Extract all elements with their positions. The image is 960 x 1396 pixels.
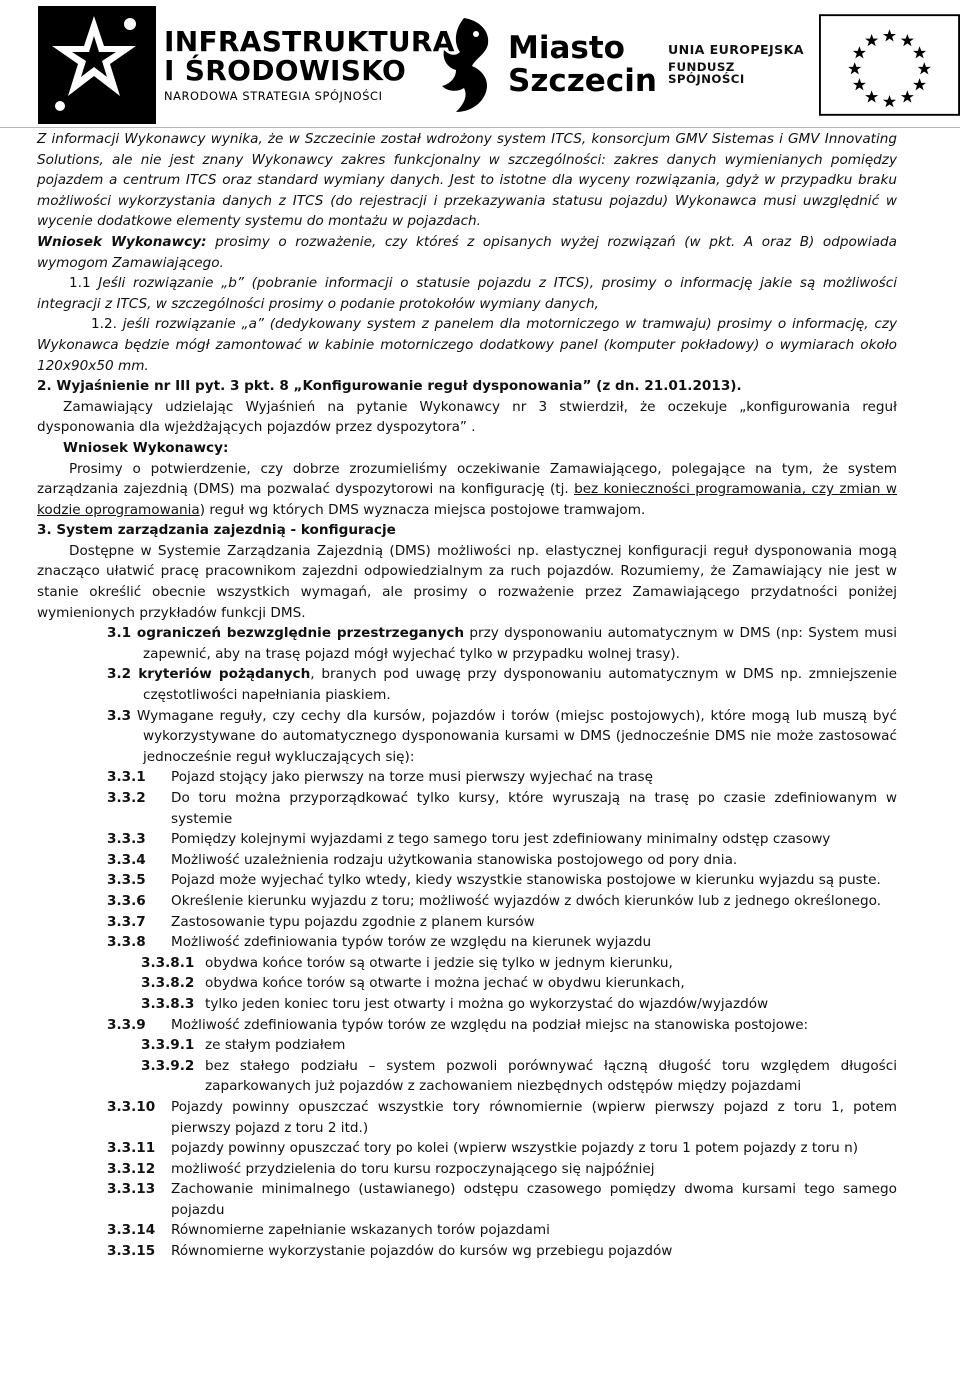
item-num: 3.3.15 xyxy=(107,1243,156,1260)
item-num: 3.3.9 xyxy=(107,1016,146,1033)
item-num: 3.3.4 xyxy=(107,851,146,868)
item-text: bez stałego podziału – system pozwoli porównywać łączną długość toru względem długości zaparkowanych już pojazdów z zachowaniem niezbędnych odstępów między pojazdami xyxy=(205,1057,897,1095)
wniosek-label-2: Wniosek Wykonawcy: xyxy=(63,439,229,456)
item-num: 3.3.8.3 xyxy=(141,995,195,1012)
logo-infra-line1: INFRASTRUKTURA xyxy=(164,24,455,58)
item-text: Pojazd może wyjechać tylko wtedy, kiedy wszystkie stanowiska postojowe w kierunku wyjazdu są puste. xyxy=(171,872,881,889)
wniosek-label-1: Wniosek Wykonawcy: xyxy=(37,233,207,250)
text-1-1: Jeśli rozwiązanie „b” (pobranie informacji o statusie pojazdu z ITCS), prosimy o informację jakie są możliwości integracji z ITCS, w szczególności prosimy o podanie protokołów wymiany danych, xyxy=(37,275,897,312)
item-3-2 xyxy=(73,664,897,705)
prosimy-text-a: Prosimy o potwierdzenie, czy dobrze zrozumieliśmy oczekiwanie Zamawiającego, polegające na tym, że system zarządzania zajezdnią (DMS) ma pozwalać dyspozytorowi na konfigurację (tj. xyxy=(37,460,897,498)
num-1-2: 1.2. xyxy=(91,316,117,333)
logo-miasto-szczecin xyxy=(434,10,657,120)
list-item xyxy=(107,1159,897,1180)
paragraph-1-1 xyxy=(37,273,897,314)
item-text: Pomiędzy kolejnymi wyjazdami z tego samego toru jest zdefiniowany minimalny odstęp czasowy xyxy=(171,831,831,848)
list-item xyxy=(107,767,897,788)
item-text: Równomierne wykorzystanie pojazdów do kursów wg przebiegu pojazdów xyxy=(171,1243,673,1260)
griffin-emblem-icon xyxy=(434,14,496,116)
item-num: 3.3.11 xyxy=(107,1140,156,1157)
list-item xyxy=(107,1015,897,1036)
item-num: 3.3.9.1 xyxy=(141,1037,195,1054)
document-body xyxy=(37,129,897,1262)
bold-3-1: ograniczeń bezwzględnie przestrzeganych xyxy=(131,625,464,642)
item-text: Zachowanie minimalnego (ustawianego) odstępu czasowego pomiędzy dwoma kursami tego samego pojazdu xyxy=(171,1181,897,1218)
list-item xyxy=(107,788,897,829)
item-num: 3.3.10 xyxy=(107,1098,156,1115)
text-1-2: jeśli rozwiązanie „a” (dedykowany system z panelem dla motorniczego w tramwaju) prosimy o informację, czy Wykonawca będzie mógł zamontować w kabinie motorniczego dodatkowy panel (komputer pokładowy) o wymiarach około 120x90x50 mm. xyxy=(37,316,897,374)
prosimy-text-b: ) reguł wg których DMS wyznacza miejsca postojowe tramwajom. xyxy=(199,501,646,518)
list-item xyxy=(107,912,897,933)
num-3-2: 3.2 xyxy=(107,666,132,683)
item-num: 3.3.9.2 xyxy=(141,1057,195,1074)
item-text: Możliwość zdefiniowania typów torów ze względu na podział miejsc na stanowiska postojowe: xyxy=(171,1016,809,1033)
num-1-1: 1.1 xyxy=(69,275,91,292)
item-num: 3.3.5 xyxy=(107,872,146,889)
list-item xyxy=(141,1035,897,1056)
item-text: ze stałym podziałem xyxy=(205,1037,346,1054)
logo-ue-line2: FUNDUSZ SPÓJNOŚCI xyxy=(668,60,745,86)
list-3-3-items xyxy=(37,767,897,1261)
item-num: 3.3.1 xyxy=(107,769,146,786)
item-3-3 xyxy=(73,706,897,768)
item-text: Do toru można przyporządkować tylko kursy, które wyruszają na trasę po czasie zdefiniowanym w systemie xyxy=(171,790,897,827)
paragraph-1-2 xyxy=(37,314,897,376)
num-3-3: 3.3 xyxy=(107,707,132,724)
paragraph-prosimy xyxy=(37,459,897,521)
list-item xyxy=(107,932,897,953)
paragraph-wniosek-1 xyxy=(37,232,897,273)
item-num: 3.3.2 xyxy=(107,790,146,806)
logo-infra-line2: I ŚRODOWISKO xyxy=(164,53,407,87)
list-item xyxy=(107,1241,897,1262)
logo-ue-line1: UNIA EUROPEJSKA xyxy=(668,42,804,58)
list-item xyxy=(107,850,897,871)
page-header xyxy=(0,0,960,128)
paragraph-dostepne: Dostępne w Systemie Zarządzania Zajezdnią (DMS) możliwości np. elastycznej konfiguracji reguł dysponowania mogą znacząco ułatwić pracę pracownikom zajezdni odpowiedzialnym za ruch pojazdów. Rozumiemy, że Zamawiający nie jest w stanie określić obecnie wszystkich wymagań, ale prosimy o rozważenie przez Zamawiającego przydatności poniżej wymienionych przykładów funkcji DMS. xyxy=(37,542,897,621)
list-item xyxy=(107,1179,897,1220)
item-text: pojazdy powinny opuszczać tory po kolei (wpierw wszystkie pojazdy z toru 1 potem pojazdy z toru n) xyxy=(171,1140,859,1157)
prosimy-text-underlined: bez konieczności programowania, czy zmian w kodzie oprogramowania xyxy=(37,481,897,518)
wniosek-text-1: prosimy o rozważenie, czy któreś z opisanych wyżej rozwiązań (w pkt. A oraz B) odpowiada wymogom Zamawiającego. xyxy=(37,233,897,271)
item-num: 3.3.7 xyxy=(107,913,146,930)
bold-3-2: kryteriów pożądanych xyxy=(131,666,311,683)
item-num: 3.3.12 xyxy=(107,1160,156,1177)
item-text: obydwa końce torów są otwarte i można jechać w obydwu kierunkach, xyxy=(205,975,685,992)
list-item xyxy=(141,953,897,974)
text-3-3: Wymagane reguły, czy cechy dla kursów, pojazdów i torów (miejsc postojowych), które mogą lub muszą być wykorzystywane do automatycznego dysponowania kursami w DMS (jednocześnie DMS nie może zastosować jednocześnie reguł wykluczających się): xyxy=(131,707,897,765)
item-num: 3.3.14 xyxy=(107,1222,156,1239)
logo-infrastruktura-srodowisko xyxy=(38,6,455,124)
list-item xyxy=(141,1056,897,1097)
eu-flag-icon xyxy=(819,11,960,119)
list-item xyxy=(107,1097,897,1138)
item-text: możliwość przydzielenia do toru kursu rozpoczynającego się najpóźniej xyxy=(171,1160,655,1177)
item-text: Możliwość zdefiniowania typów torów ze względu na kierunek wyjazdu xyxy=(171,934,652,951)
item-num: 3.3.8.2 xyxy=(141,975,195,992)
text-3-2: , branych pod uwagę przy dysponowaniu automatycznym w DMS np. zmniejszenie częstotliwości napełniania piaskiem. xyxy=(143,666,897,704)
list-item xyxy=(141,973,897,994)
list-item xyxy=(107,1220,897,1241)
item-text: Równomierne zapełnianie wskazanych torów pojazdami xyxy=(171,1222,550,1239)
paragraph-itcs-a: Z informacji Wykonawcy wynika, że w Szczecinie został wdrożony system ITCS, konsorcjum GMV Sistemas i GMV Innovating Solutions, ale nie jest znany Wykonawcy zakres funkcjonalny w szczególności: zakres danych wymienianych pomiędzy pojazdem a centrum ITCS oraz standard wymiany danych. xyxy=(37,131,897,189)
list-item xyxy=(107,1138,897,1159)
paragraph-itcs xyxy=(37,129,897,232)
item-num: 3.3.13 xyxy=(107,1181,156,1198)
item-text: Pojazd stojący jako pierwszy na torze musi pierwszy wyjechać na trasę xyxy=(171,769,653,786)
list-item xyxy=(107,870,897,891)
logo-unia-europejska xyxy=(668,8,960,122)
list-item xyxy=(107,829,897,850)
logo-infra-line3: NARODOWA STRATEGIA SPÓJNOŚCI xyxy=(164,88,383,103)
logo-miasto-line2: Szczecin xyxy=(508,63,657,99)
num-3-1: 3.1 xyxy=(107,625,132,642)
item-num: 3.3.8.1 xyxy=(141,954,195,971)
item-num: 3.3.6 xyxy=(107,892,146,909)
star-figure-icon xyxy=(38,6,156,124)
item-text: Możliwość uzależnienia rodzaju użytkowania stanowiska postojowego od pory dnia. xyxy=(171,851,738,868)
item-num: 3.3.3 xyxy=(107,831,146,848)
logo-miasto-line1: Miasto xyxy=(508,30,625,66)
item-text: Określenie kierunku wyjazdu z toru; możliwość wyjazdów z dwóch kierunków lub z jednego określonego. xyxy=(171,892,882,909)
item-num: 3.3.8 xyxy=(107,934,146,951)
item-text: tylko jeden koniec toru jest otwarty i można go wykorzystać do wjazdów/wyjazdów xyxy=(205,995,769,1012)
item-text: Pojazdy powinny opuszczać wszystkie tory równomiernie (wpierw pierwszy pojazd z toru 1, potem pierwszy pojazd z toru 2 itd.) xyxy=(171,1098,897,1136)
list-item xyxy=(107,891,897,912)
heading-2: 2. Wyjaśnienie nr III pyt. 3 pkt. 8 „Konfigurowanie reguł dysponowania” (z dn. 21.01.2013). xyxy=(37,378,742,395)
item-text: Zastosowanie typu pojazdu zgodnie z planem kursów xyxy=(171,913,535,930)
text-3-1: przy dysponowaniu automatycznym w DMS (np: System musi zapewnić, aby na trasę pojazd mógł wyjechać tylko w przypadku wolnej trasy). xyxy=(143,625,897,662)
paragraph-itcs-b: Jest to istotne dla wyceny rozwiązania, gdyż w przypadku braku możliwości wykorzystania danych z ITCS (do rejestracji i przekazywania statusu pojazdu) Wykonawca musi uwzględnić w wycenie dodatkowe elementy systemu do montażu w pojazdach. xyxy=(37,172,897,230)
item-text: obydwa końce torów są otwarte i jedzie się tylko w jednym kierunku, xyxy=(205,954,673,971)
list-item xyxy=(141,994,897,1015)
item-3-1 xyxy=(73,623,897,664)
heading-3: 3. System zarządzania zajezdnią - konfiguracje xyxy=(37,522,396,539)
paragraph-zamawiajacy: Zamawiający udzielając Wyjaśnień na pytanie Wykonawcy nr 3 stwierdził, że oczekuje „konfigurowania reguł dysponowania dla wjeżdżających pojazdów przez dyspozytora” . xyxy=(37,398,897,436)
